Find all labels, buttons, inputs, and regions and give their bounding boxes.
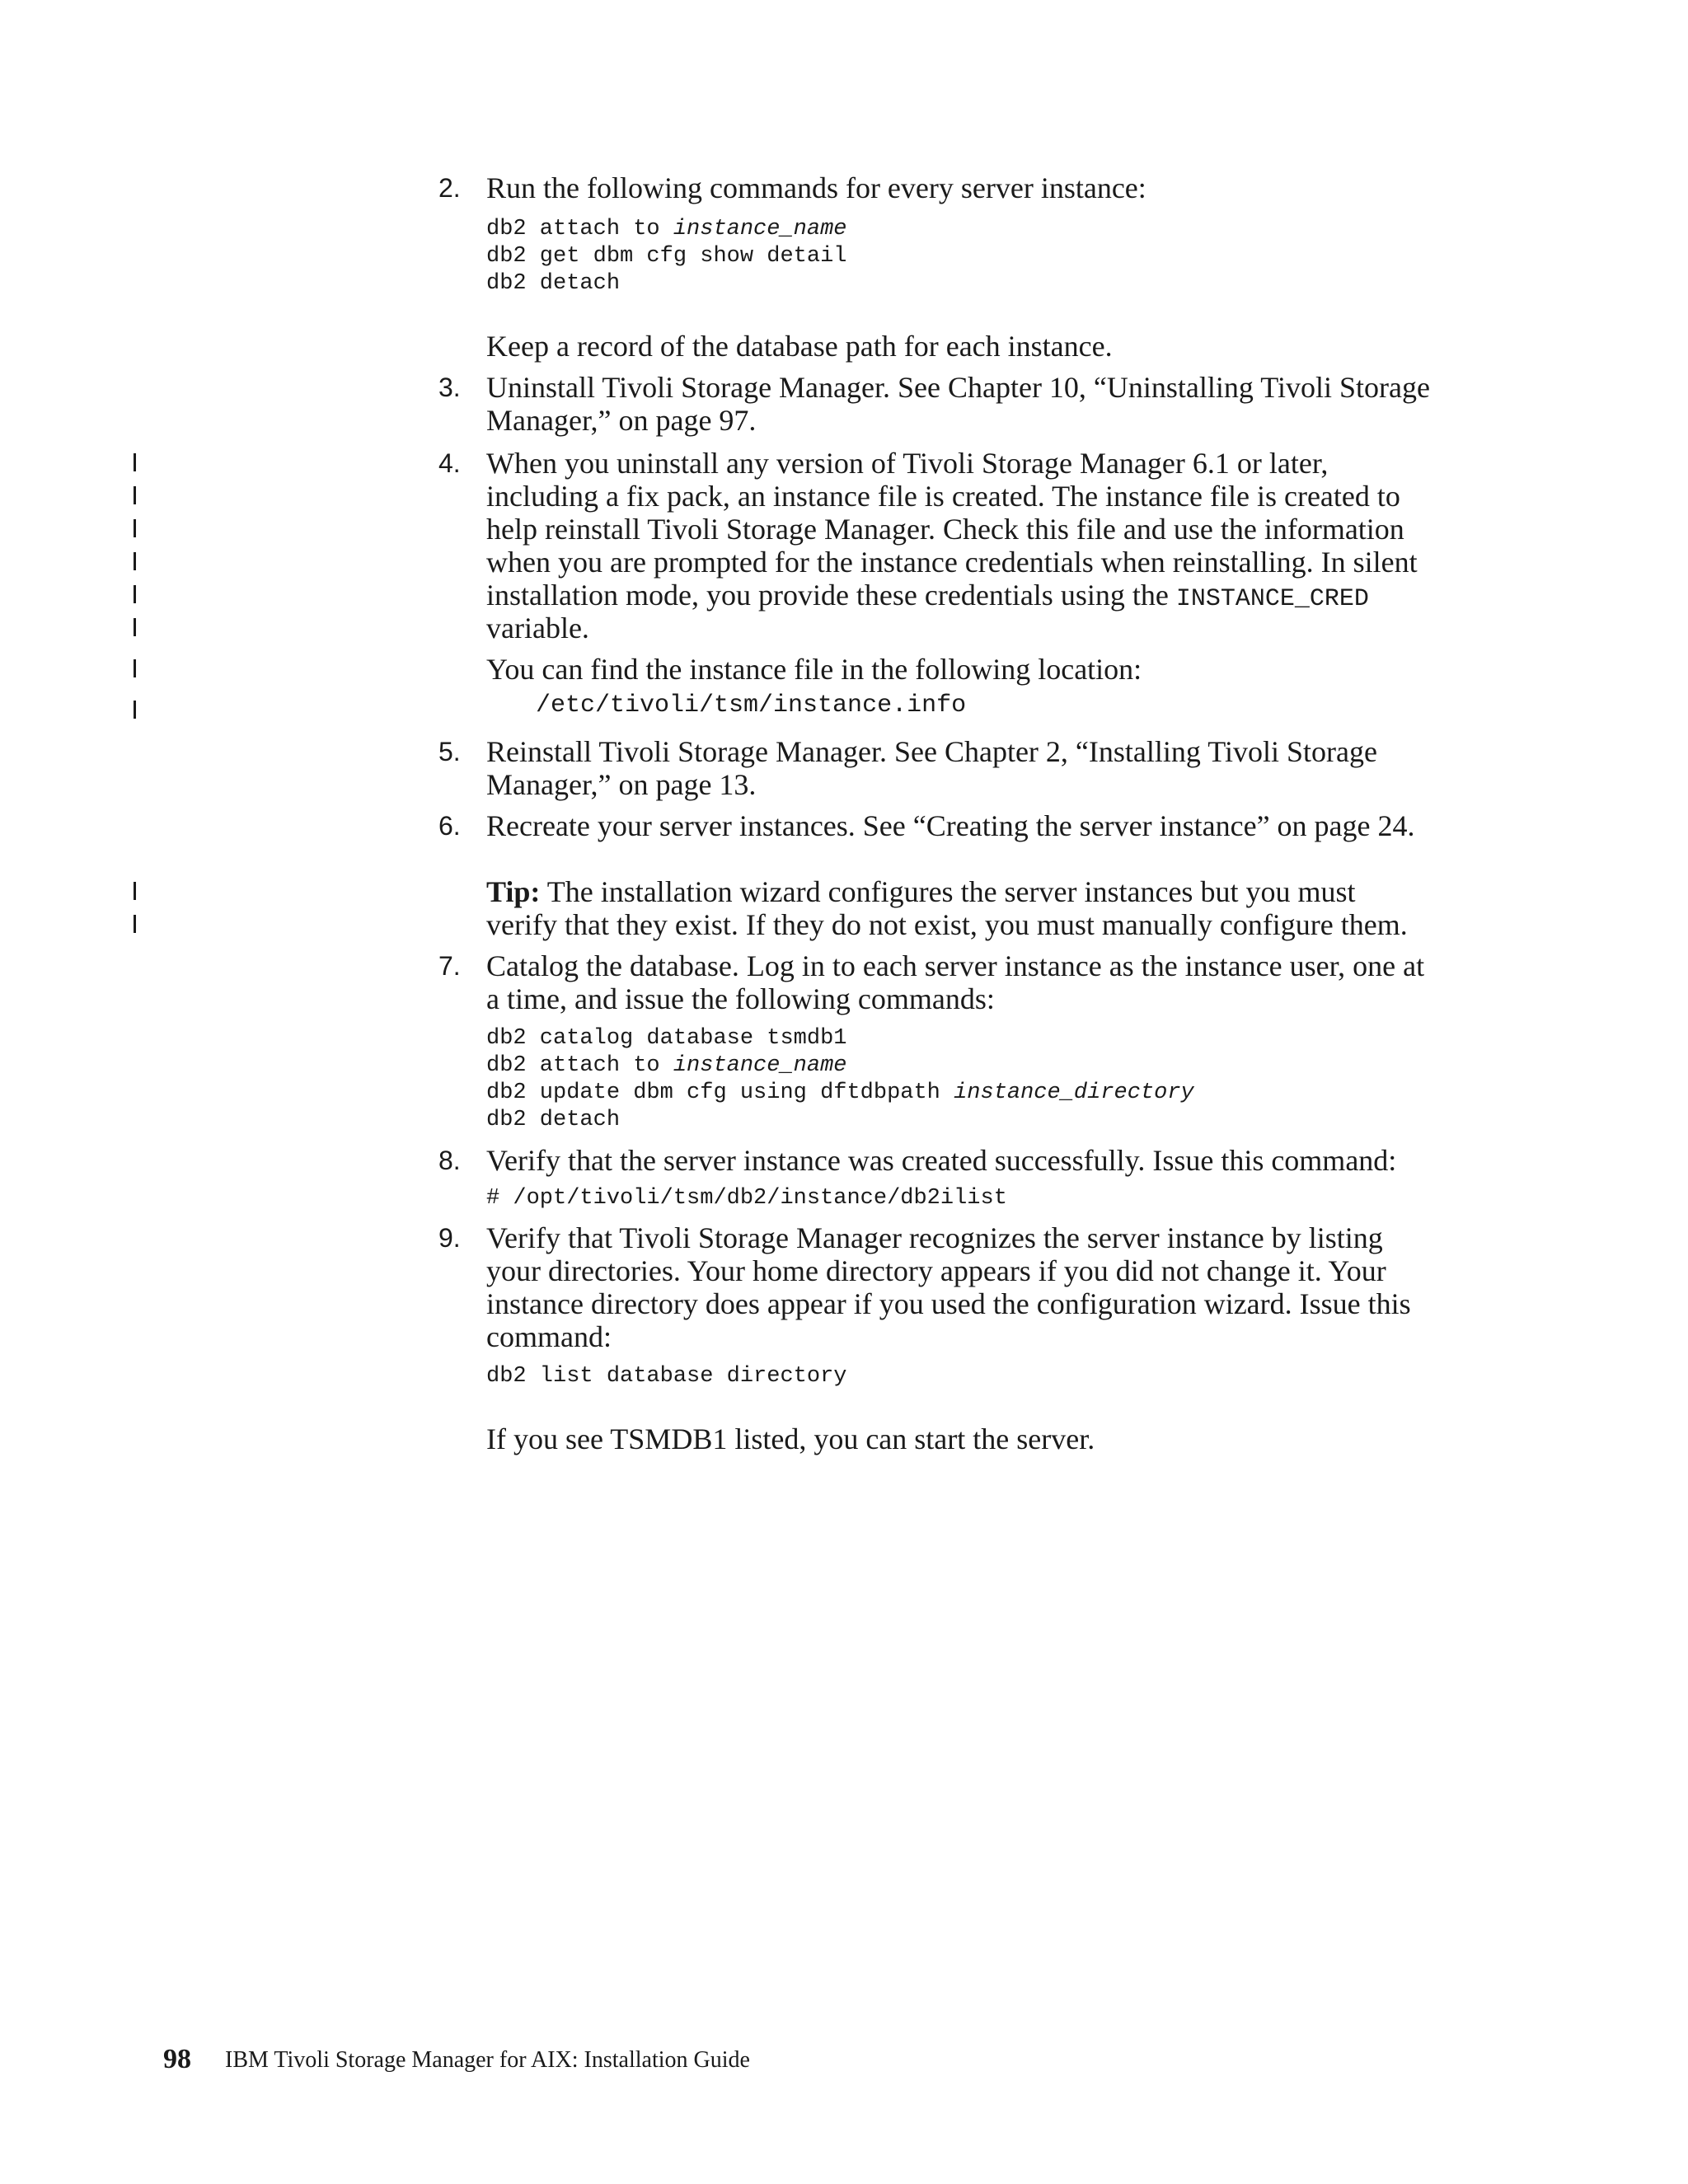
step-6-text: Recreate your server instances. See “Creating the server instance” on page 24. [486,809,1415,842]
step-4-line-6: variable. [486,612,589,644]
step-2-code-line-2 [486,243,846,271]
step-6-number: 6. [438,811,461,841]
step-8-text: Verify that the server instance was created successfully. Issue this command: [486,1144,1397,1177]
step-7-code-line-3 [486,1080,1194,1108]
step-4-location-path: /etc/tivoli/tsm/instance.info [536,691,967,719]
step-7-code-line-2 [486,1052,846,1080]
step-9-after-text: If you see TSMDB1 listed, you can start the server. [486,1422,1095,1455]
step-6-tip-line-2: verify that they exist. If they do not exist, you must manually configure them. [486,908,1408,941]
step-7-line-1: Catalog the database. Log in to each server instance as the instance user, one at [486,949,1425,982]
change-bar [134,486,136,504]
code-cmd: db2 attach to [486,1053,673,1078]
step-8-code: # /opt/tivoli/tsm/db2/instance/db2ilist [486,1186,1007,1211]
footer-page-number: 98 [163,2044,191,2074]
step-4-line-5 [486,579,1369,616]
step-7-code-line-4 [486,1107,620,1135]
code-cmd: db2 catalog database tsmdb1 [486,1026,847,1051]
step-9-line-2: your directories. Your home directory appears if you did not change it. Your [486,1254,1386,1287]
step-4-line-5-text: installation mode, you provide these credentials using the [486,579,1176,612]
step-9-code: db2 list database directory [486,1364,847,1389]
step-4-line-3: help reinstall Tivoli Storage Manager. Check this file and use the information [486,513,1404,546]
code-variable: instance_name [673,1053,847,1078]
footer-title: IBM Tivoli Storage Manager for AIX: Installation Guide [225,2047,750,2073]
change-bar [134,915,136,933]
change-bar [134,701,136,719]
step-8-number: 8. [438,1146,461,1175]
step-2-code-line-1 [486,216,846,244]
change-bar [134,552,136,570]
change-bar [134,585,136,603]
step-3-line-2: Manager,” on page 97. [486,404,757,437]
step-2-number: 2. [438,173,461,203]
change-bar [134,519,136,537]
change-bar [134,882,136,900]
step-5-number: 5. [438,737,461,766]
step-6-tip-line-1 [486,875,1355,908]
tip-text: The installation wizard configures the server instances but you must [540,875,1356,908]
step-7-code-line-1 [486,1025,846,1053]
step-7-line-2: a time, and issue the following commands: [486,982,995,1015]
code-cmd: db2 get dbm cfg show detail [486,244,847,269]
step-9-line-4: command: [486,1320,612,1353]
step-4-line-4: when you are prompted for the instance credentials when reinstalling. In silent [486,546,1418,579]
step-9-line-3: instance directory does appear if you used the configuration wizard. Issue this [486,1287,1411,1320]
step-3-number: 3. [438,373,461,402]
step-4-number: 4. [438,448,461,478]
code-variable: instance_directory [954,1080,1194,1105]
code-variable: instance_name [673,217,847,241]
step-9-number: 9. [438,1223,461,1253]
code-cmd: db2 attach to [486,217,673,241]
instance-cred-variable: INSTANCE_CRED [1175,585,1369,613]
code-cmd: db2 detach [486,1108,621,1132]
step-3-line-1: Uninstall Tivoli Storage Manager. See Chapter 10, “Uninstalling Tivoli Storage [486,371,1430,404]
step-4-line-2: including a fix pack, an instance file is created. The instance file is created to [486,480,1400,513]
step-2-text: Run the following commands for every server instance: [486,171,1146,204]
step-2-code-line-3 [486,270,620,298]
step-9-line-1: Verify that Tivoli Storage Manager recognizes the server instance by listing [486,1221,1383,1254]
step-7-number: 7. [438,951,461,981]
tip-label: Tip: [486,875,541,908]
step-2-after-text: Keep a record of the database path for each instance. [486,330,1113,363]
step-5-line-1: Reinstall Tivoli Storage Manager. See Chapter 2, “Installing Tivoli Storage [486,735,1377,768]
step-4-location-intro: You can find the instance file in the following location: [486,653,1142,686]
change-bar [134,659,136,677]
step-5-line-2: Manager,” on page 13. [486,768,757,801]
code-cmd: db2 update dbm cfg using dftdbpath [486,1080,954,1105]
step-4-line-1: When you uninstall any version of Tivoli Storage Manager 6.1 or later, [486,447,1329,480]
code-cmd: db2 detach [486,271,621,296]
change-bar [134,453,136,471]
change-bar [134,618,136,636]
